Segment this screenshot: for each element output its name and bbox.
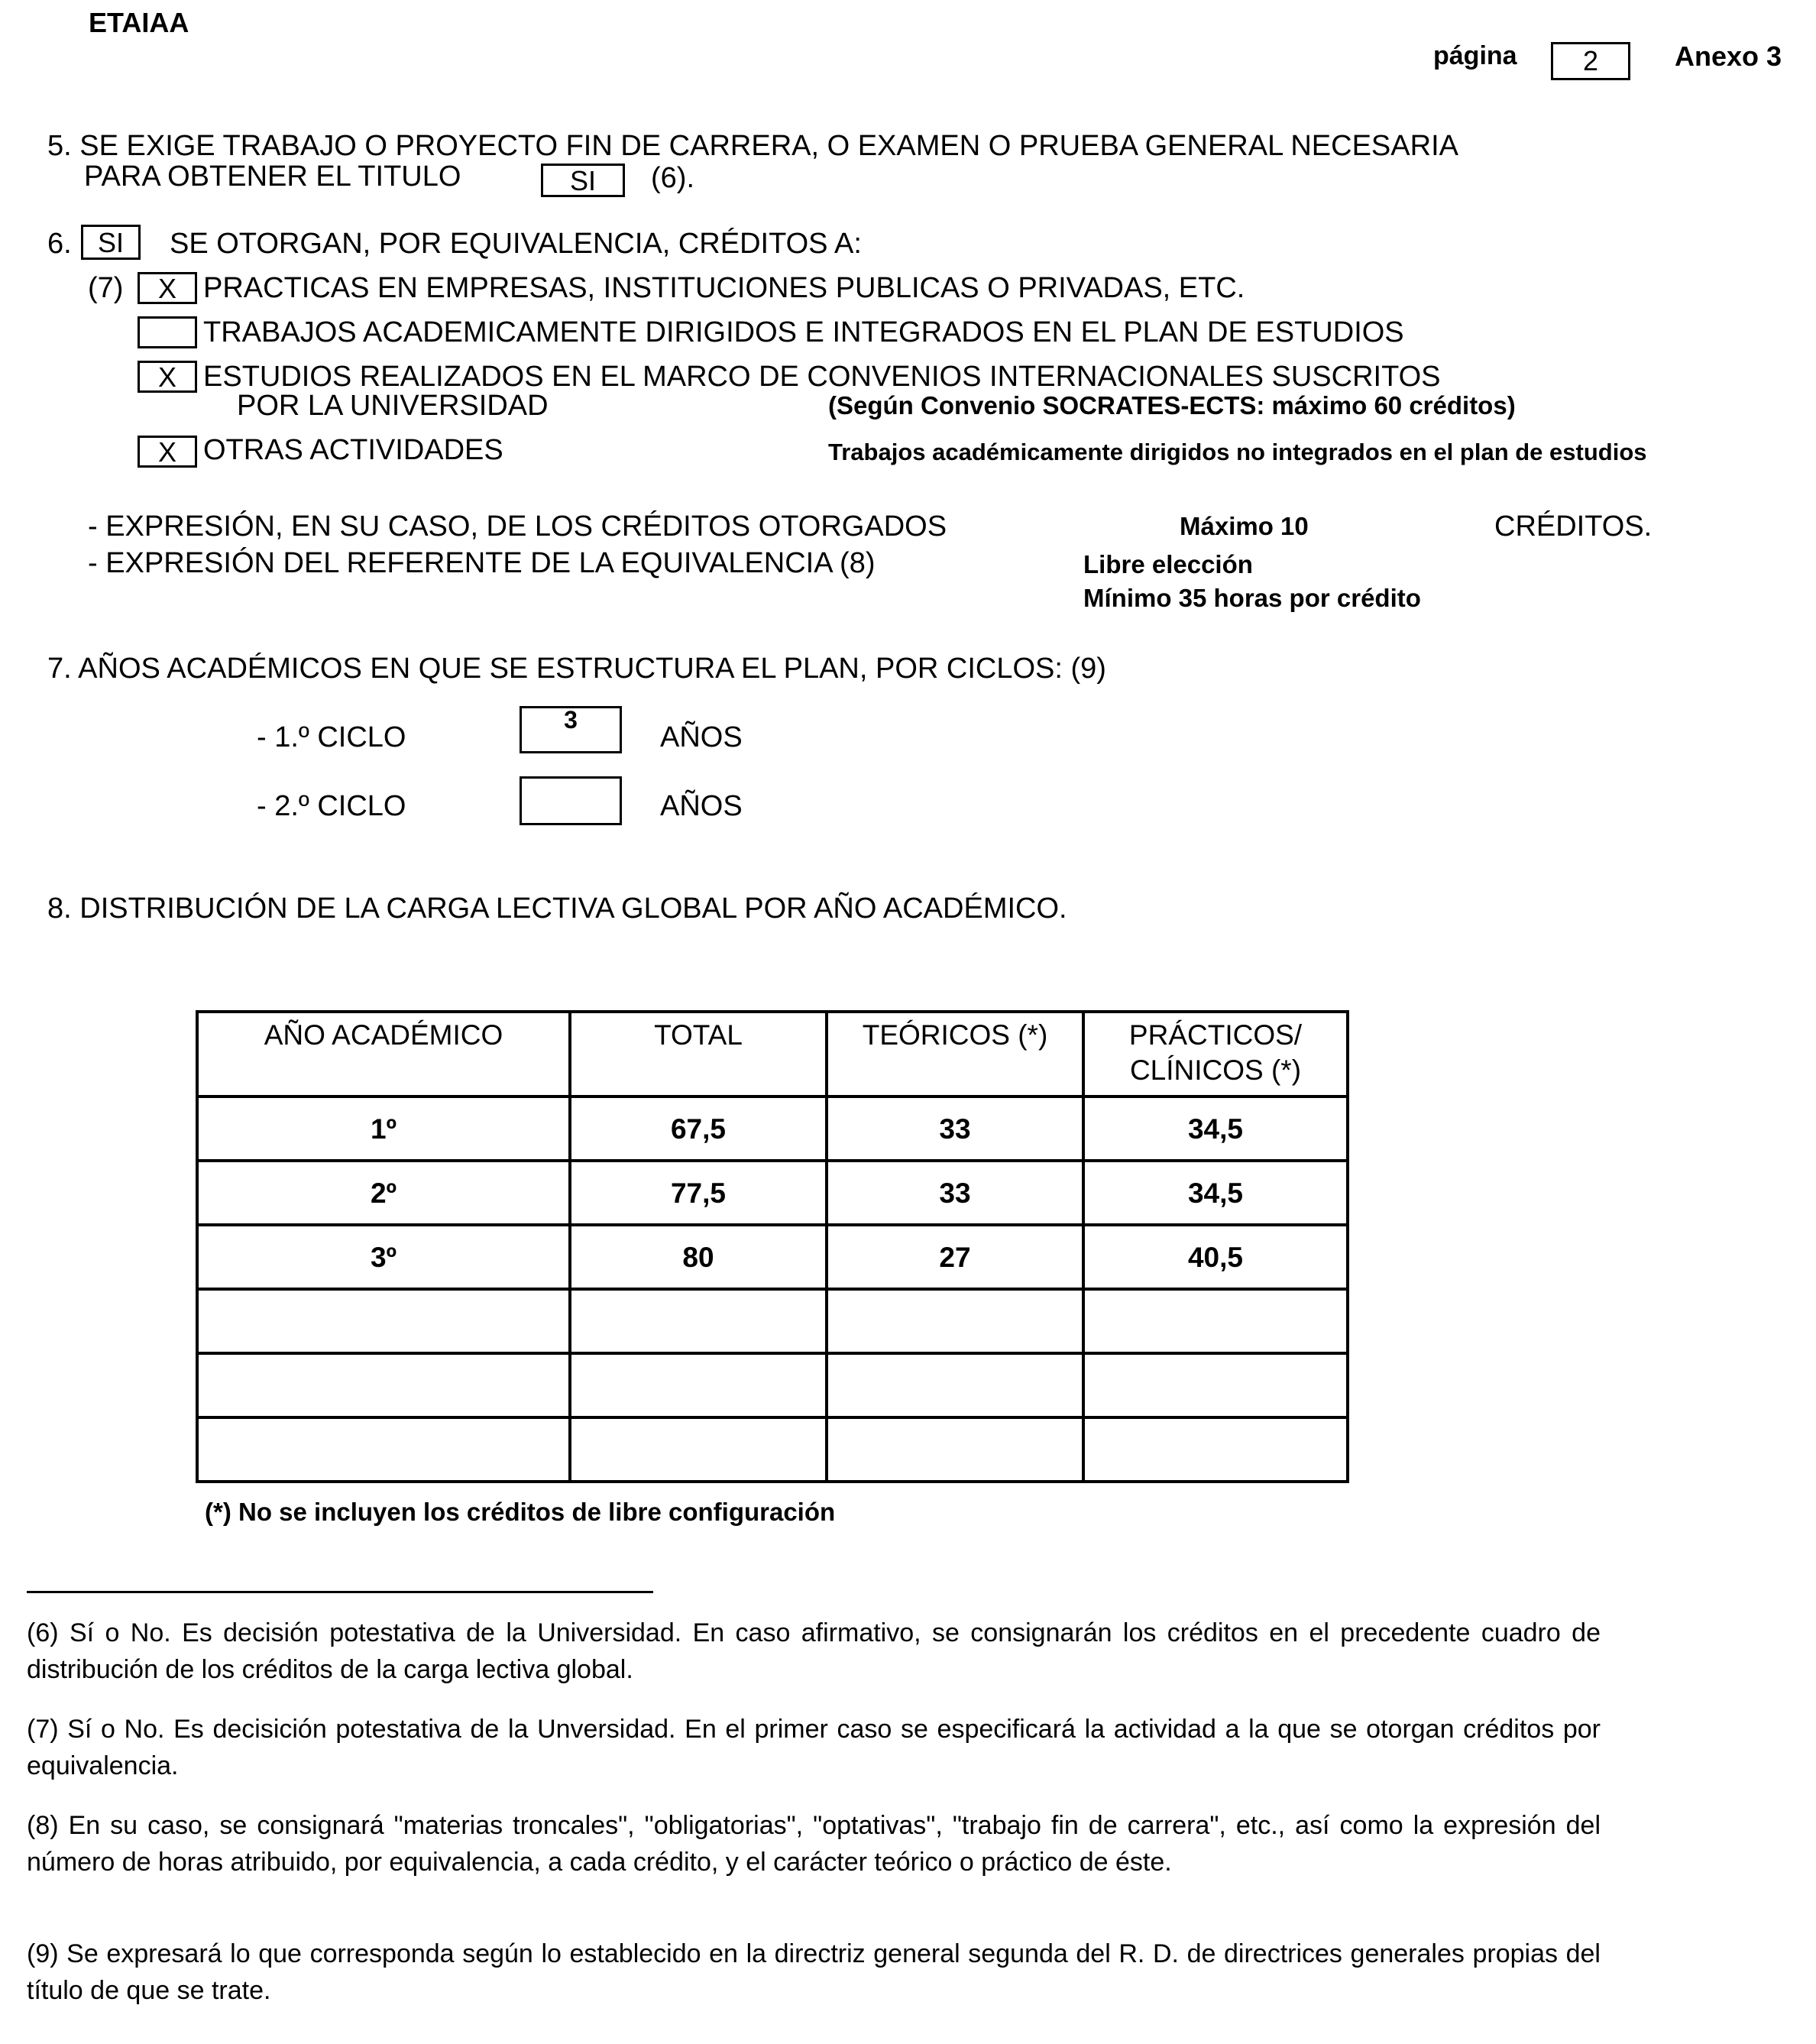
cell-year: 3º xyxy=(197,1225,570,1289)
footnote-7: (7) Sí o No. Es decisición potestativa de la Unversidad. En el primer caso se especificará la actividad a la que se otorgan créditos por equivalencia. xyxy=(27,1715,1601,1780)
option-label-estudios-line2: POR LA UNIVERSIDAD xyxy=(237,390,549,422)
header-academic-year: AÑO ACADÉMICO xyxy=(197,1012,570,1097)
footnote-9: (9) Se expresará lo que corresponda según lo establecido en la directriz general segunda del R. D. de directrices generales propias del título de que se trate. xyxy=(27,1939,1601,2005)
table-row xyxy=(197,1417,1348,1482)
annex-label: Anexo 3 xyxy=(1675,40,1782,72)
cycle1-unit: AÑOS xyxy=(660,721,743,753)
cycle2-unit: AÑOS xyxy=(660,790,743,822)
cell-total: 77,5 xyxy=(570,1161,827,1225)
cell-theoretical xyxy=(827,1289,1083,1353)
option-label-trabajos: TRABAJOS ACADEMICAMENTE DIRIGIDOS E INTEGRADOS EN EL PLAN DE ESTUDIOS xyxy=(203,316,1404,348)
cell-theoretical xyxy=(827,1353,1083,1417)
section7-title: 7. AÑOS ACADÉMICOS EN QUE SE ESTRUCTURA EL PLAN, POR CICLOS: (9) xyxy=(47,653,1106,685)
section6-note: (7) xyxy=(88,272,124,304)
section6-title: SE OTORGAN, POR EQUIVALENCIA, CRÉDITOS A: xyxy=(170,228,862,260)
cell-practical: 34,5 xyxy=(1083,1161,1348,1225)
referent-value-2: Mínimo 35 horas por crédito xyxy=(1083,584,1421,612)
cell-practical: 34,5 xyxy=(1083,1097,1348,1161)
section5-line2: PARA OBTENER EL TITULO xyxy=(84,160,461,193)
footnote-6: (6) Sí o No. Es decisión potestativa de la Universidad. En caso afirmativo, se consignarán los créditos en el precedente cuadro de distribución de los créditos de la carga lectiva global. xyxy=(27,1618,1601,1684)
cell-total: 80 xyxy=(570,1225,827,1289)
cell-practical xyxy=(1083,1289,1348,1353)
table-footnote: (*) No se incluyen los créditos de libre configuración xyxy=(205,1498,836,1526)
table-row xyxy=(197,1097,1348,1161)
referent-label: - EXPRESIÓN DEL REFERENTE DE LA EQUIVALENCIA (8) xyxy=(88,547,876,579)
cell-year xyxy=(197,1353,570,1417)
option-label-practicas: PRACTICAS EN EMPRESAS, INSTITUCIONES PUBLICAS O PRIVADAS, ETC. xyxy=(203,272,1245,304)
cell-total: 67,5 xyxy=(570,1097,827,1161)
header-practical xyxy=(1083,1012,1348,1097)
credits-value: Máximo 10 xyxy=(1180,512,1309,540)
section6-number: 6. xyxy=(47,228,72,260)
cell-total xyxy=(570,1417,827,1482)
header-theoretical: TEÓRICOS (*) xyxy=(827,1012,1083,1097)
option-checkbox-trabajos xyxy=(138,316,197,348)
cell-year: 2º xyxy=(197,1161,570,1225)
cell-total xyxy=(570,1353,827,1417)
cell-theoretical: 33 xyxy=(827,1097,1083,1161)
cycle2-label: - 2.º CICLO xyxy=(257,790,406,822)
cell-theoretical: 33 xyxy=(827,1161,1083,1225)
section6-answer-box: SI xyxy=(81,225,141,260)
cell-year xyxy=(197,1417,570,1482)
option-label-otras: OTRAS ACTIVIDADES xyxy=(203,434,503,466)
header-practical-line1: PRÁCTICOS/ xyxy=(1128,1019,1303,1051)
cycle1-label: - 1.º CICLO xyxy=(257,721,406,753)
credits-label: - EXPRESIÓN, EN SU CASO, DE LOS CRÉDITOS OTORGADOS xyxy=(88,510,947,543)
section5-line1: 5. SE EXIGE TRABAJO O PROYECTO FIN DE CARRERA, O EXAMEN O PRUEBA GENERAL NECESARIA xyxy=(47,130,1458,162)
cycle1-years-box: 3 xyxy=(520,706,622,753)
footnote-divider xyxy=(27,1591,653,1593)
option-checkbox-estudios: X xyxy=(138,361,197,393)
section5-answer-box: SI xyxy=(541,164,625,197)
option-detail-otras: Trabajos académicamente dirigidos no integrados en el plan de estudios xyxy=(828,439,1647,465)
cycle2-years-box xyxy=(520,776,622,825)
academic-load-table xyxy=(196,1010,1349,1483)
header-practical-line2: CLÍNICOS (*) xyxy=(1129,1054,1302,1087)
document-code: ETAIAA xyxy=(89,7,189,38)
header-total: TOTAL xyxy=(570,1012,827,1097)
cell-practical: 40,5 xyxy=(1083,1225,1348,1289)
cell-theoretical: 27 xyxy=(827,1225,1083,1289)
table-row xyxy=(197,1225,1348,1289)
page-number-box: 2 xyxy=(1551,42,1630,80)
cell-theoretical xyxy=(827,1417,1083,1482)
section5-note: (6). xyxy=(651,162,694,194)
table-row xyxy=(197,1353,1348,1417)
option-checkbox-practicas: X xyxy=(138,272,197,304)
cell-practical xyxy=(1083,1353,1348,1417)
cell-year: 1º xyxy=(197,1097,570,1161)
table-row xyxy=(197,1289,1348,1353)
option-label-estudios: ESTUDIOS REALIZADOS EN EL MARCO DE CONVENIOS INTERNACIONALES SUSCRITOS xyxy=(203,361,1441,393)
footnote-8: (8) En su caso, se consignará "materias troncales", "obligatorias", "optativas", "trabajo fin de carrera", etc., así como la expresión del número de horas atribuido, por equivalencia, a cada crédito, y el carácter teórico o práctico de éste. xyxy=(27,1811,1601,1877)
cell-total xyxy=(570,1289,827,1353)
cell-year xyxy=(197,1289,570,1353)
page-label: página xyxy=(1433,41,1517,70)
credits-unit: CRÉDITOS. xyxy=(1494,510,1653,543)
referent-value-1: Libre elección xyxy=(1083,550,1253,578)
option-checkbox-otras: X xyxy=(138,436,197,468)
table-header-row xyxy=(197,1012,1348,1097)
cell-practical xyxy=(1083,1417,1348,1482)
section8-title: 8. DISTRIBUCIÓN DE LA CARGA LECTIVA GLOBAL POR AÑO ACADÉMICO. xyxy=(47,892,1067,925)
table-row xyxy=(197,1161,1348,1225)
option-detail-estudios: (Según Convenio SOCRATES-ECTS: máximo 60 créditos) xyxy=(828,391,1516,419)
